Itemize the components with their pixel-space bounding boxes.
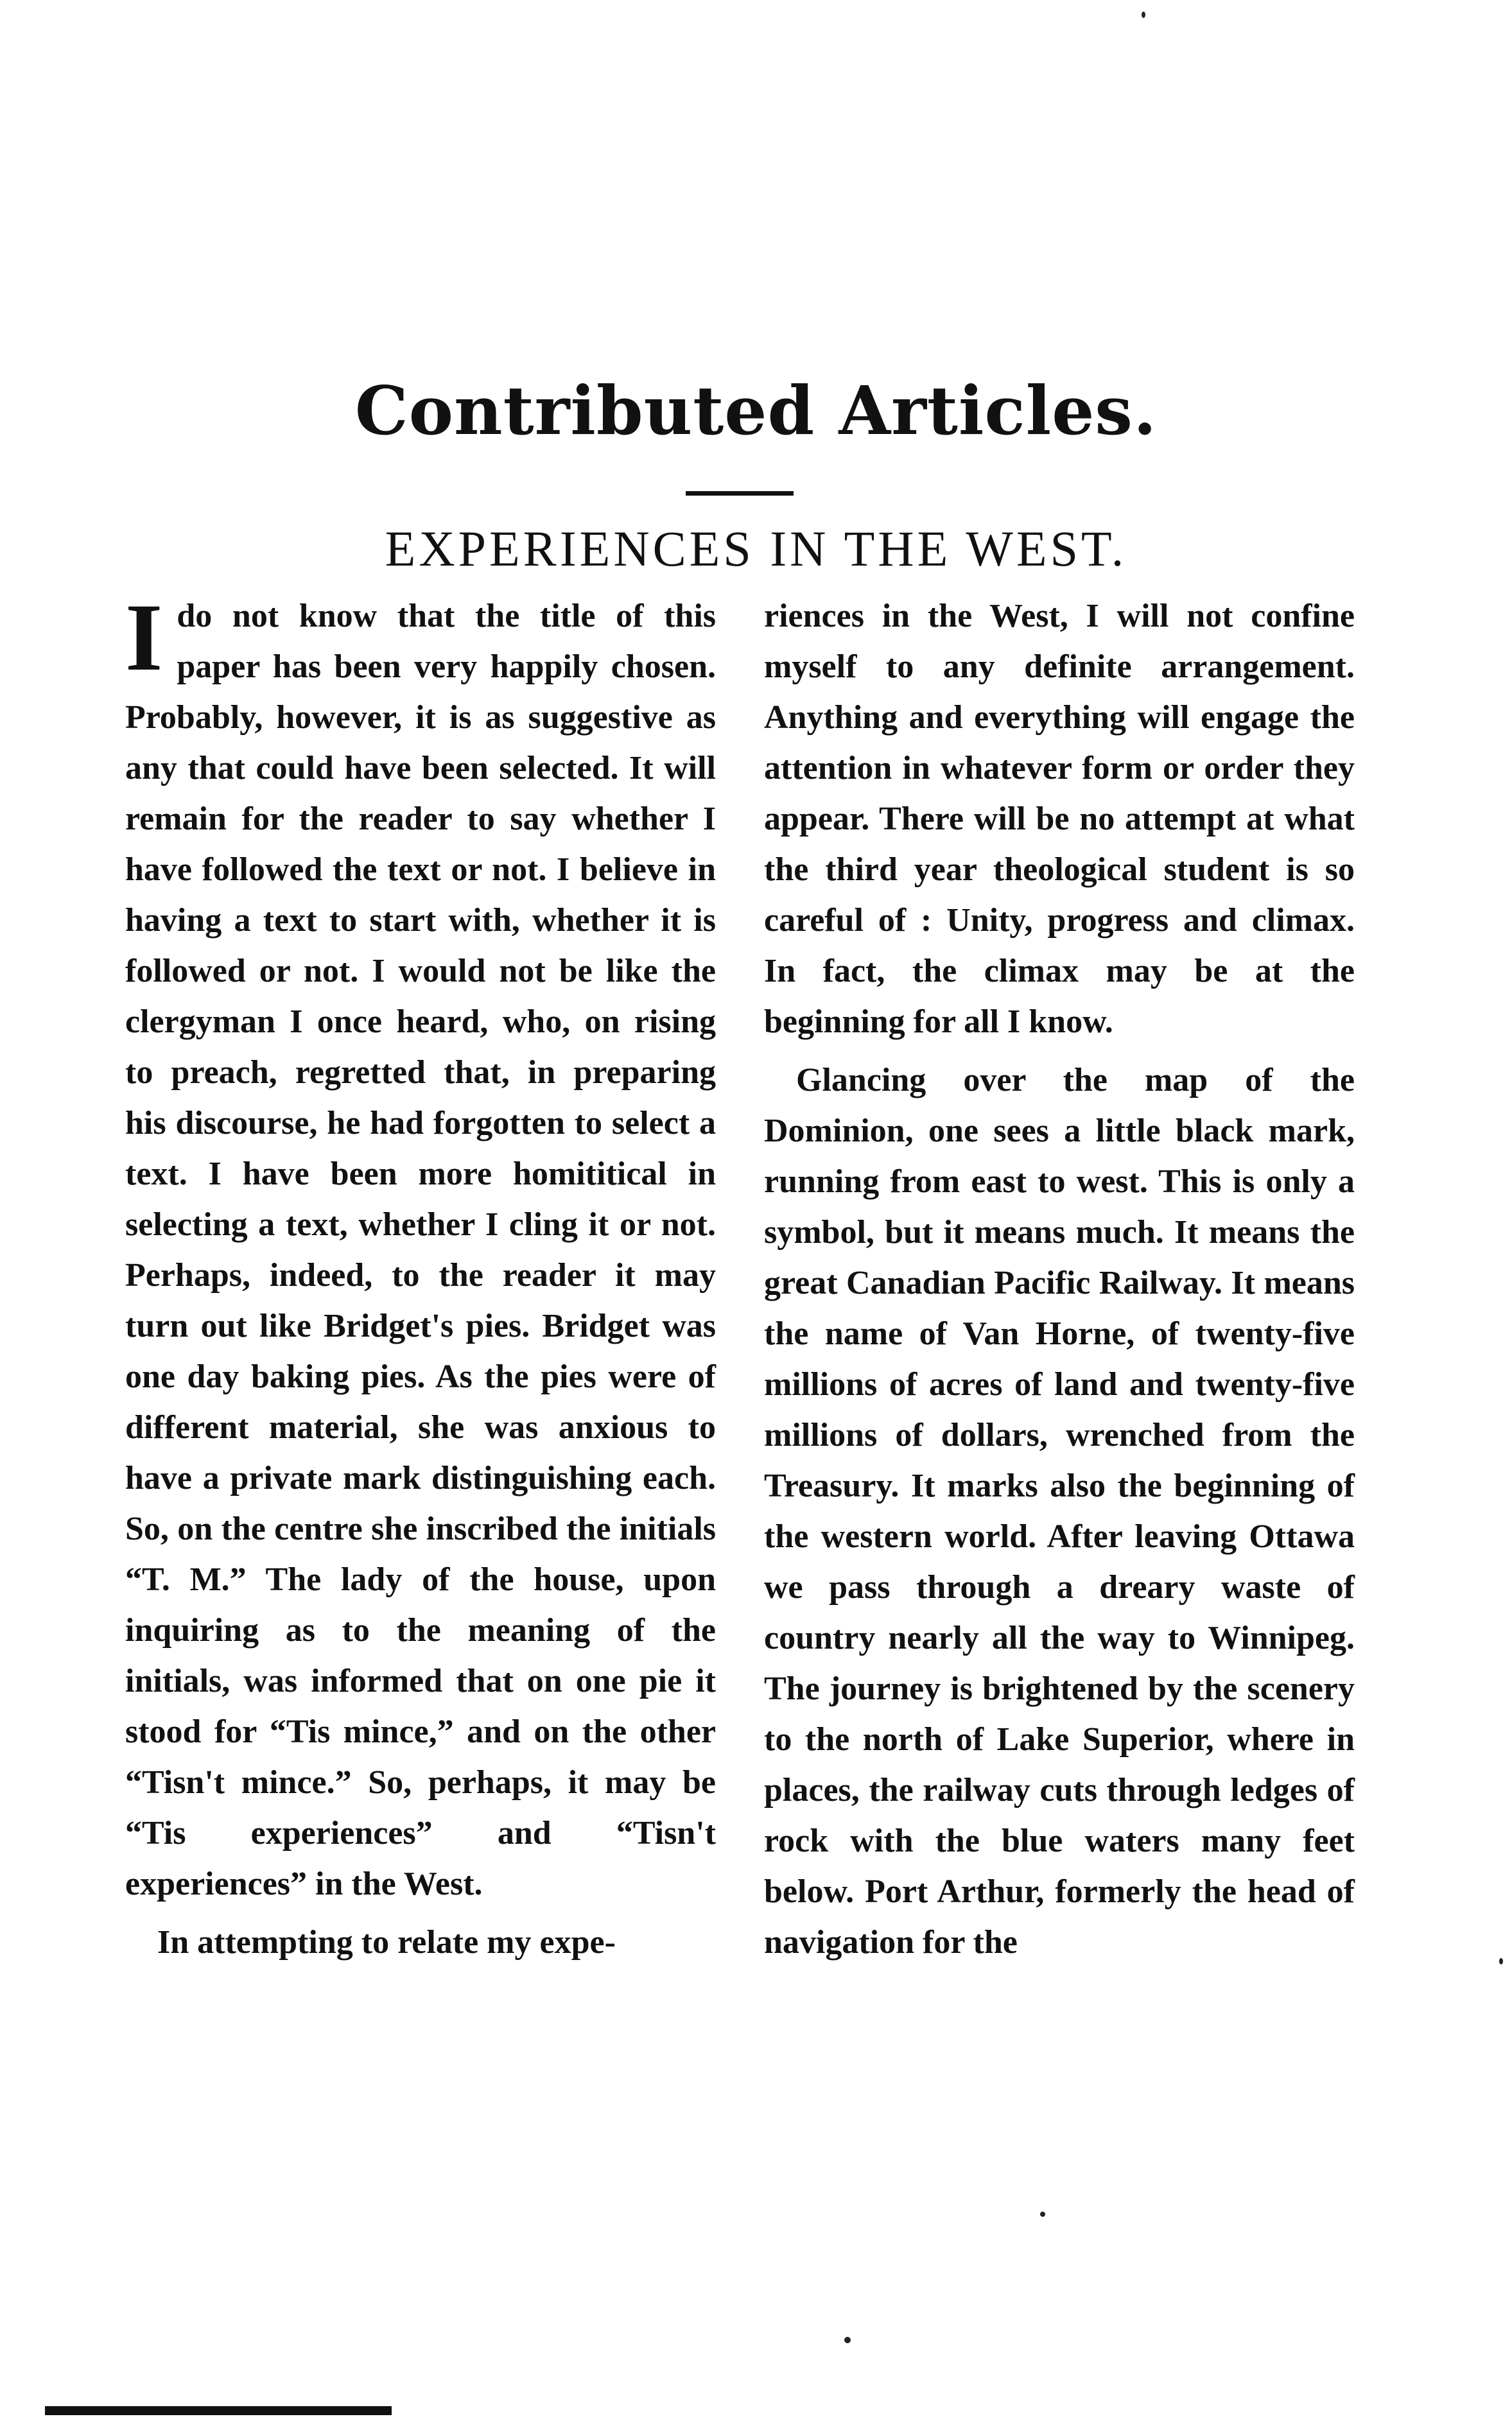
right-column (764, 591, 1355, 1975)
scan-speck (1142, 12, 1145, 18)
paragraph (125, 584, 716, 1909)
left-column (125, 584, 716, 1975)
bottom-rule (45, 2406, 392, 2415)
paragraph-text: do not know that the title of this paper has been very happily chosen. Probably, however, it is as suggestive as any that could have been selected. It will remain for the reader to say whether I have followed the text or not. I believe in having a text to start with, whether it is followed or not. I would not be like the clergyman I once heard, who, on rising to preach, regretted that, in preparing his discourse, he had forgotten to select a text. I have been more homititical in selecting a text, whether I cling it or not. Perhaps, indeed, to the reader it may turn out like Bridget's pies. Bridget was one day baking pies. As the pies were of different material, she was anxious to have a private mark distinguishing each. So, on the centre she inscribed the initials “T. M.” The lady of the house, upon inquiring as to the meaning of the initials, was informed that on one pie it stood for “Tis mince,” and on the other “Tisn't mince.” So, perhaps, it may be “Tis experiences” and “Tisn't experiences” in the West. (125, 598, 716, 1902)
title-rule (686, 491, 794, 496)
article-title: EXPERIENCES IN THE WEST. (385, 521, 1127, 577)
drop-cap: I (125, 584, 163, 691)
scan-speck (844, 2337, 851, 2343)
paragraph: Glancing over the map of the Dominion, one sees a little black mark, running from east to west. This is only a symbol, but it means much. It means the great Canadian Pacific Railway. It means the name of Van Horne, of twenty-five millions of acres of land and twenty-five millions of dollars, wrenched from the Treasury. It marks also the beginning of the western world. After leaving Ottawa we pass through a dreary waste of country nearly all the way to Winnipeg. The journey is brightened by the scenery to the north of Lake Superior, where in places, the railway cuts through ledges of rock with the blue waters many feet below. Port Arthur, formerly the head of navigation for the (764, 1062, 1355, 1961)
scan-speck (1499, 1958, 1503, 1964)
paragraph: In attempting to relate my expe- (157, 1924, 616, 1961)
section-heading: Contributed Articles. (354, 371, 1158, 450)
paragraph: riences in the West, I will not confine myself to any definite arrangement. Anything and everything will engage the attention in whatever form or order they appear. There will be no attempt at what the third year theological student is so careful of : Unity, progress and climax. In fact, the climax may be at the beginning for all I know. (764, 598, 1355, 1040)
scan-speck (1040, 2212, 1045, 2217)
